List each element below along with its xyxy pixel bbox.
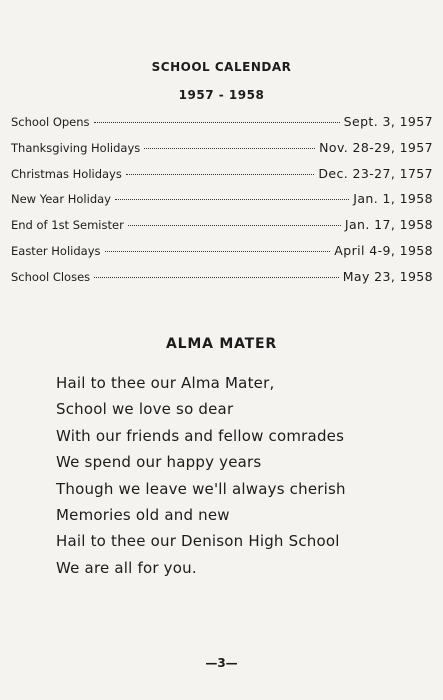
lyric-line: We are all for you. [56, 558, 197, 577]
alma-mater-title: ALMA MATER [166, 336, 277, 352]
calendar-date: Jan. 17, 1958 [344, 217, 433, 233]
dot-leader [105, 251, 331, 252]
calendar-event: Christmas Holidays [11, 166, 122, 181]
dot-leader [144, 148, 315, 149]
calendar-event: End of 1st Semister [11, 218, 124, 233]
calendar-row [11, 166, 433, 192]
calendar-event: New Year Holiday [11, 192, 111, 207]
calendar-event: Easter Holidays [11, 243, 101, 258]
calendar-row [11, 269, 433, 295]
calendar-row [11, 114, 433, 140]
calendar-date: Dec. 23-27, 1757 [318, 165, 433, 181]
page-number: —3— [205, 656, 238, 670]
calendar-years: 1957 - 1958 [178, 88, 265, 102]
dot-leader [115, 199, 349, 200]
dot-leader [128, 225, 341, 226]
calendar-date: Jan. 1, 1958 [353, 191, 433, 207]
calendar-date: Sept. 3, 1957 [343, 114, 433, 129]
lyric-line: With our friends and fellow comrades [56, 426, 345, 445]
calendar-list [11, 114, 433, 295]
lyric-line: School we love so dear [56, 400, 234, 419]
calendar-row [11, 140, 433, 166]
calendar-row [11, 217, 433, 243]
calendar-event: School Closes [11, 269, 91, 284]
calendar-title: SCHOOL CALENDAR [151, 60, 292, 74]
lyric-line: Hail to thee our Alma Mater, [56, 374, 275, 392]
calendar-row [11, 191, 433, 217]
alma-mater-lyrics [56, 374, 436, 585]
calendar-event: Thanksgiving Holidays [11, 140, 141, 155]
calendar-row [11, 243, 433, 269]
calendar-date: May 23, 1958 [342, 268, 433, 284]
calendar-date: Nov. 28-29, 1957 [319, 139, 433, 155]
calendar-event: School Opens [11, 115, 90, 129]
dot-leader [94, 122, 340, 123]
lyric-line: We spend our happy years [56, 453, 262, 472]
lyric-line: Memories old and new [56, 505, 230, 524]
lyric-line: Hail to thee our Denison High School [56, 532, 340, 551]
lyric-line: Though we leave we'll always cherish [56, 479, 346, 498]
dot-leader [126, 174, 315, 175]
calendar-date: April 4-9, 1958 [334, 242, 433, 258]
dot-leader [94, 277, 339, 278]
